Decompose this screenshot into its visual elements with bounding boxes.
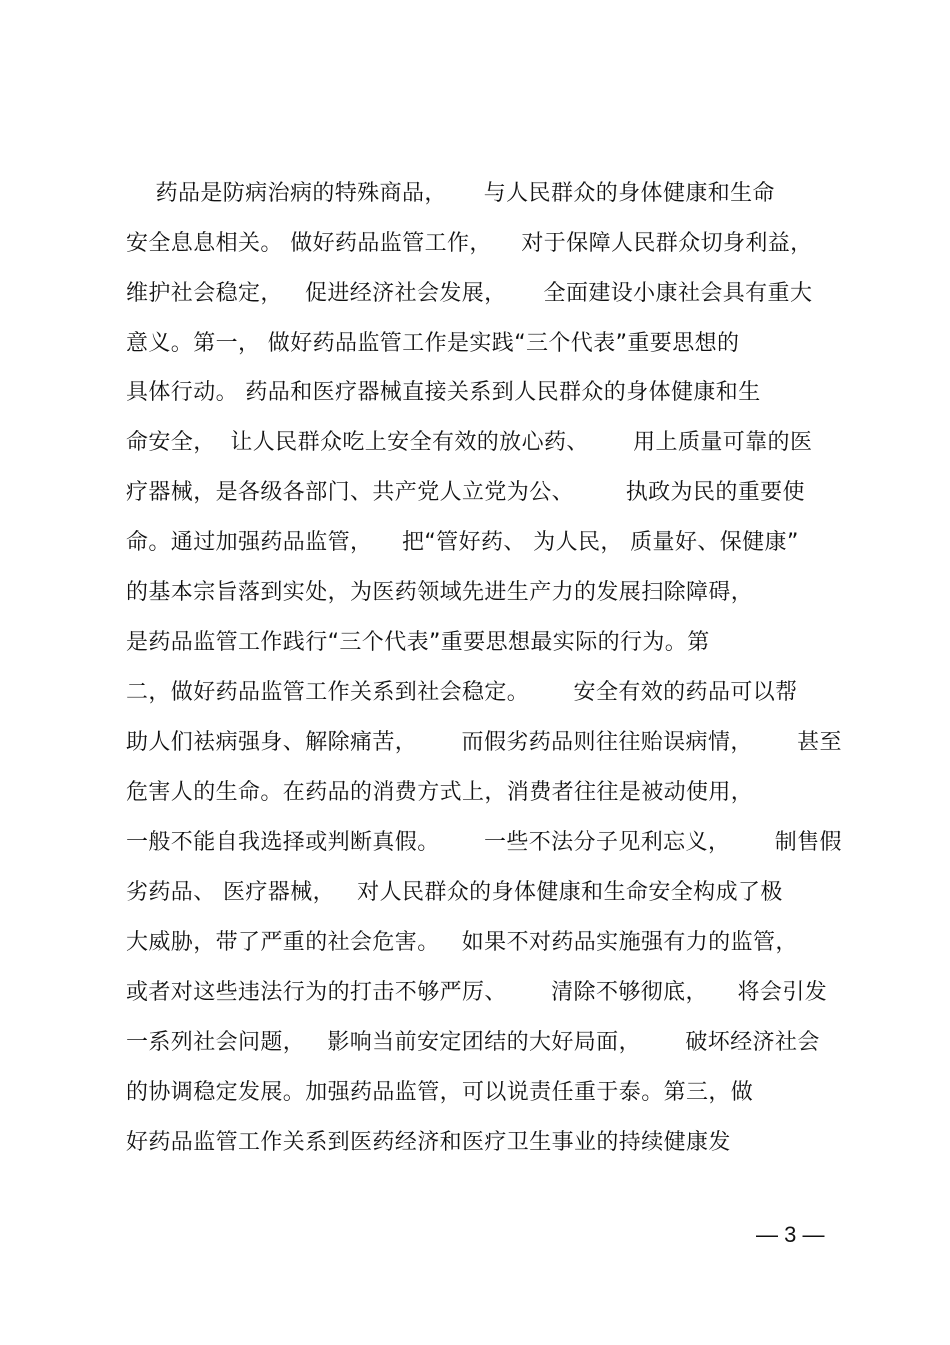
text-line: 药品是防病治病的特殊商品， 与人民群众的身体健康和生命 (126, 181, 775, 206)
text-line: 二，做好药品监管工作关系到社会稳定。 安全有效的药品可以帮 (126, 680, 798, 705)
text-line: 的基本宗旨落到实处，为医药领域先进生产力的发展扫除障碍， (126, 580, 754, 605)
page-number: — 3 — (756, 1222, 825, 1247)
text-line: 劣药品、 医疗器械， 对人民群众的身体健康和生命安全构成了极 (126, 880, 783, 905)
text-line: 助人们袪病强身、解除痛苦， 而假劣药品则往往贻误病情， 甚至 (126, 730, 842, 755)
text-line: 危害人的生命。在药品的消费方式上，消费者往往是被动使用， (126, 780, 754, 805)
text-line: 安全息息相关。 做好药品监管工作， 对于保障人民群众切身利益， (126, 231, 813, 256)
text-line: 大威胁，带了严重的社会危害。 如果不对药品实施强有力的监管， (126, 930, 798, 955)
text-line: 一般不能自我选择或判断真假。 一些不法分子见利忘义， 制售假 (126, 830, 842, 855)
text-line: 命安全， 让人民群众吃上安全有效的放心药、 用上质量可靠的医 (126, 430, 813, 455)
text-line: 的协调稳定发展。加强药品监管，可以说责任重于泰。第三，做 (126, 1080, 754, 1105)
text-line: 意义。第一， 做好药品监管工作是实践“三个代表”重要思想的 (126, 331, 740, 356)
text-line: 命。通过加强药品监管， 把“管好药、 为人民， 质量好、保健康” (126, 530, 799, 555)
text-line: 维护社会稳定， 促进经济社会发展， 全面建设小康社会具有重大 (126, 281, 813, 306)
text-line: 疗器械，是各级各部门、共产党人立党为公、 执政为民的重要使 (126, 480, 805, 505)
text-line: 一系列社会问题， 影响当前安定团结的大好局面， 破坏经济社会 (126, 1030, 820, 1055)
text-line: 好药品监管工作关系到医药经济和医疗卫生事业的持续健康发 (126, 1130, 731, 1155)
text-line: 是药品监管工作践行“三个代表”重要思想最实际的行为。第 (126, 630, 710, 655)
text-line: 具体行动。 药品和医疗器械直接关系到人民群众的身体健康和生 (126, 380, 761, 405)
text-line: 或者对这些违法行为的打击不够严厉、 清除不够彻底， 将会引发 (126, 980, 828, 1005)
